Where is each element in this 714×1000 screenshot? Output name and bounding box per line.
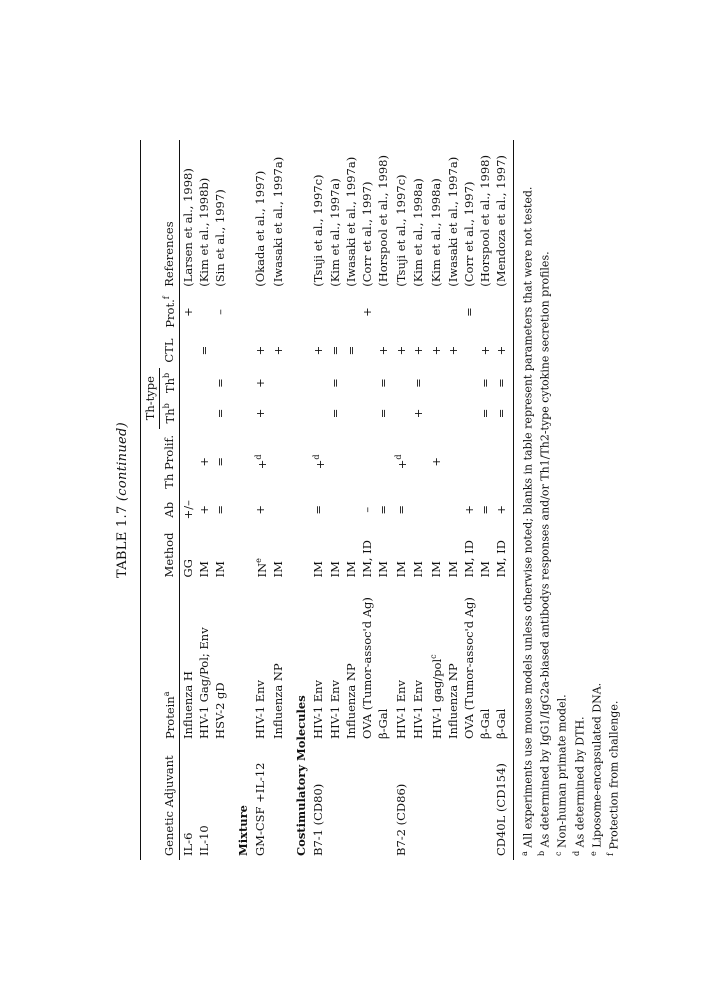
cell-th2	[343, 368, 359, 398]
cell-adj	[212, 743, 228, 860]
cell-adj: B7-1 (CD80)	[311, 783, 326, 856]
cell-prot: +	[360, 307, 375, 317]
cell-ctl: +	[478, 345, 493, 356]
cell-ab: =	[376, 504, 391, 515]
cell-method: IM	[411, 561, 426, 578]
table-row	[410, 140, 426, 860]
cell-ref: (Sin et al., 1997)	[212, 189, 227, 287]
cell-protein: HIV-1 gag/pol$^c$	[429, 654, 445, 739]
data-table	[140, 140, 622, 860]
col-th-prolif: Th Prolif.	[160, 429, 180, 496]
table-continued: (continued)	[115, 421, 130, 502]
cell-method: IM, ID	[494, 540, 509, 578]
cell-th2: =	[212, 378, 227, 388]
table-row	[270, 140, 286, 860]
cell-method: $IN^e$	[253, 558, 269, 578]
cell-ref: (Horspool et al., 1998)	[478, 155, 493, 287]
cell-prot	[375, 291, 391, 333]
col-prot: Prot.$^f$	[160, 291, 180, 333]
cell-adj: IL-6	[180, 832, 195, 856]
cell-th2	[270, 368, 286, 398]
cell-th1	[343, 398, 359, 428]
table-caption	[115, 140, 130, 860]
col-th2: Th$^b$	[160, 368, 180, 398]
cell-prot: =	[462, 307, 477, 317]
cell-prolif: +$^d$	[394, 454, 410, 470]
cell-prolif: +	[428, 457, 443, 467]
cell-method: IM	[344, 561, 359, 578]
table-row	[493, 140, 514, 860]
cell-ab	[343, 495, 359, 524]
cell-ab	[445, 495, 461, 524]
footnote: $^b$ As determined by IgG1/IgG2a-biased antibodys responses and/or Th1/Th2-type cytokine secretion profiles.	[537, 251, 552, 856]
cell-ab: +	[462, 504, 477, 515]
cell-ctl	[179, 333, 196, 368]
cell-ab: +	[494, 504, 509, 515]
cell-th2: =	[376, 378, 391, 388]
cell-method: IM	[428, 561, 443, 578]
cell-protein: Influenza NP	[270, 663, 285, 739]
cell-ctl	[212, 333, 228, 368]
cell-prolif	[493, 429, 514, 496]
cell-th1	[445, 398, 461, 428]
cell-ctl: +	[494, 345, 509, 356]
cell-prot	[391, 291, 410, 333]
cell-th2: +	[253, 378, 268, 388]
cell-ctl: +	[428, 345, 443, 356]
cell-ref: (Tsuji et al., 1997c)	[393, 174, 408, 287]
cell-ctl: +	[376, 345, 391, 356]
cell-protein: HIV-1 Env	[411, 679, 426, 739]
cell-method: IM	[393, 561, 408, 578]
rotated-page	[115, 140, 621, 860]
cell-th1: =	[494, 408, 509, 419]
cell-prolif	[179, 429, 196, 496]
cell-protein: β-Gal	[478, 708, 493, 739]
cell-protein: HSV-2 gD	[212, 682, 227, 739]
cell-method: IM	[376, 561, 391, 578]
footnote: $^c$ Non-human primate model.	[554, 694, 570, 856]
col-ab: Ab	[160, 495, 180, 524]
col-ctl: CTL	[160, 333, 180, 368]
cell-adj	[410, 743, 426, 860]
table-row	[426, 140, 445, 860]
cell-adj: IL-10	[196, 825, 211, 856]
cell-ab	[410, 495, 426, 524]
cell-ref: (Iwasaki et al., 1997a)	[344, 156, 359, 287]
table-row	[375, 140, 391, 860]
cell-ab: =	[212, 504, 227, 515]
section-row	[228, 140, 251, 860]
cell-th1	[196, 398, 212, 428]
section-row	[286, 140, 309, 860]
cell-th2	[196, 368, 212, 398]
cell-th2: =	[328, 378, 343, 388]
cell-ab: =	[311, 504, 326, 515]
cell-adj	[375, 743, 391, 860]
cell-protein: Influenza NP	[446, 663, 461, 739]
cell-ab: –	[360, 506, 375, 513]
cell-ctl: +	[311, 345, 326, 356]
cell-prolif	[477, 429, 493, 496]
cell-ab: +/–	[180, 500, 195, 520]
th-type-header: Th-type	[141, 368, 160, 429]
cell-protein: HIV-1 Env	[311, 679, 326, 739]
table-row	[477, 140, 493, 860]
cell-ctl: =	[344, 345, 359, 356]
cell-method: IM	[478, 561, 493, 578]
cell-prot: –	[212, 309, 227, 315]
table-row	[309, 140, 328, 860]
cell-method: IM	[311, 561, 326, 578]
cell-protein: OVA (Tumor-assoc'd Ag)	[462, 597, 477, 739]
footnote: $^e$ Liposome-encapsulated DNA.	[588, 682, 604, 856]
cell-th2: =	[478, 378, 493, 388]
cell-ab: =	[393, 504, 408, 515]
cell-th2	[309, 368, 328, 398]
cell-th2	[445, 368, 461, 398]
cell-protein: β-Gal	[494, 708, 509, 739]
cell-method: IM, ID	[462, 540, 477, 578]
cell-prot	[196, 291, 212, 333]
cell-protein: Influenza H	[180, 671, 195, 739]
cell-ctl: +	[393, 345, 408, 356]
cell-protein: Influenza NP	[344, 663, 359, 739]
cell-th1: =	[478, 408, 493, 419]
col-th1: Th$^b$	[160, 398, 180, 428]
table-title: TABLE 1.7	[115, 505, 130, 579]
cell-ctl: =	[328, 345, 343, 356]
cell-ref: (Okada et al., 1997)	[253, 170, 268, 287]
cell-protein: HIV-1 Gag/Pol; Env	[196, 627, 211, 739]
cell-adj	[327, 743, 343, 860]
cell-ref: (Corr et al., 1997)	[462, 181, 477, 287]
cell-th2	[391, 368, 410, 398]
cell-th1	[270, 398, 286, 428]
cell-adj	[445, 743, 461, 860]
cell-ref: (Iwasaki et al., 1997a)	[270, 156, 285, 287]
cell-ctl	[461, 333, 477, 368]
cell-th2	[461, 368, 477, 398]
cell-ctl: +	[411, 345, 426, 356]
table-row	[461, 140, 477, 860]
cell-prot	[309, 291, 328, 333]
cell-protein: HIV-1 Env	[328, 679, 343, 739]
cell-prot	[477, 291, 493, 333]
cell-method: IM	[212, 561, 227, 578]
cell-ab	[270, 495, 286, 524]
cell-th1	[359, 398, 375, 428]
cell-th1	[179, 398, 196, 428]
cell-prolif: +$^d$	[253, 454, 269, 470]
cell-prot	[445, 291, 461, 333]
cell-ab	[426, 495, 445, 524]
cell-ref: (Kim et al., 1998b)	[196, 177, 211, 287]
table-row	[212, 140, 228, 860]
cell-th1: =	[212, 408, 227, 419]
cell-prolif	[461, 429, 477, 496]
cell-th1	[426, 398, 445, 428]
cell-th2	[359, 368, 375, 398]
cell-ctl: +	[253, 345, 268, 356]
cell-adj	[343, 743, 359, 860]
cell-adj: B7-2 (CD86)	[393, 783, 408, 856]
cell-ref: (Tsuji et al., 1997c)	[311, 174, 326, 287]
col-references: References	[160, 140, 180, 291]
cell-method: GG	[180, 559, 195, 578]
cell-prolif: +$^d$	[311, 454, 327, 470]
cell-ctl: +	[446, 345, 461, 356]
table-row	[445, 140, 461, 860]
cell-method: IM	[328, 561, 343, 578]
cell-prot	[251, 291, 270, 333]
table-row	[196, 140, 212, 860]
cell-ref: (Larsen et al., 1998)	[180, 168, 195, 287]
section-label: Mixture	[235, 804, 250, 856]
col-genetic-adjuvant: Genetic Adjuvant	[160, 743, 180, 860]
cell-prot	[493, 291, 514, 333]
cell-method: IM, ID	[360, 540, 375, 578]
cell-ref: (Mendoza et al., 1997)	[494, 155, 509, 287]
table-row	[251, 140, 270, 860]
cell-th2	[426, 368, 445, 398]
cell-th2: =	[494, 378, 509, 388]
cell-protein: HIV-1 Env	[393, 679, 408, 739]
cell-th1: =	[376, 408, 391, 419]
cell-prolif	[375, 429, 391, 496]
cell-adj	[461, 743, 477, 860]
cell-prolif: +	[196, 457, 211, 467]
cell-th1: +	[253, 408, 268, 419]
cell-ab: +	[253, 504, 268, 515]
cell-th2	[179, 368, 196, 398]
cell-th1	[309, 398, 328, 428]
cell-method: IM	[270, 561, 285, 578]
cell-prot	[327, 291, 343, 333]
cell-ref: (Kim et al., 1997a)	[328, 178, 343, 287]
cell-ref: (Kim et al., 1998a)	[411, 178, 426, 287]
cell-prolif	[359, 429, 375, 496]
cell-ab: =	[478, 504, 493, 515]
cell-adj: CD40L (CD154)	[494, 763, 509, 856]
cell-ctl: =	[196, 345, 211, 356]
cell-th1	[461, 398, 477, 428]
cell-th1	[391, 398, 410, 428]
cell-adj: GM-CSF +IL-12	[253, 762, 268, 856]
cell-prolif: =	[212, 457, 227, 467]
cell-prolif	[343, 429, 359, 496]
cell-method: IM	[196, 561, 211, 578]
cell-prolif	[445, 429, 461, 496]
cell-ref: (Horspool et al., 1998)	[376, 155, 391, 287]
table-row	[343, 140, 359, 860]
cell-protein: OVA (Tumor-assoc'd Ag)	[360, 597, 375, 739]
section-label: Costimulatory Molecules	[293, 695, 308, 856]
cell-prot: +	[180, 307, 195, 317]
cell-ctl: +	[270, 345, 285, 356]
cell-ctl	[359, 333, 375, 368]
cell-th2: =	[411, 378, 426, 388]
cell-prolif	[327, 429, 343, 496]
table-row	[179, 140, 196, 860]
cell-protein: β-Gal	[376, 708, 391, 739]
cell-ab: +	[196, 504, 211, 515]
cell-adj	[270, 743, 286, 860]
table-body	[179, 140, 513, 860]
footnote: $^a$ All experiments use mouse models unless otherwise noted; blanks in table represent parameters that were not tested.	[520, 186, 535, 856]
cell-ab	[327, 495, 343, 524]
cell-th1: =	[328, 408, 343, 419]
table-row	[327, 140, 343, 860]
cell-adj	[477, 743, 493, 860]
cell-ref: (Corr et al., 1997)	[360, 181, 375, 287]
cell-prolif	[410, 429, 426, 496]
col-method: Method	[160, 524, 180, 581]
table-row	[359, 140, 375, 860]
footnote: $^d$ As determined by DTH.	[571, 716, 587, 856]
col-protein: Protein$^a$	[160, 581, 180, 743]
cell-ref: (Iwasaki et al., 1997a)	[446, 156, 461, 287]
cell-prot	[410, 291, 426, 333]
cell-th1: +	[411, 408, 426, 419]
cell-method: IM	[446, 561, 461, 578]
cell-prot	[343, 291, 359, 333]
cell-adj	[426, 743, 445, 860]
footnotes	[514, 140, 622, 860]
cell-prolif	[270, 429, 286, 496]
table-row	[391, 140, 410, 860]
cell-protein: HIV-1 Env	[253, 679, 268, 739]
cell-prot	[270, 291, 286, 333]
cell-ref: (Kim et al., 1998a)	[428, 178, 443, 287]
cell-adj	[359, 743, 375, 860]
cell-prot	[426, 291, 445, 333]
footnote: $^f$ Protection from challenge.	[605, 700, 621, 856]
